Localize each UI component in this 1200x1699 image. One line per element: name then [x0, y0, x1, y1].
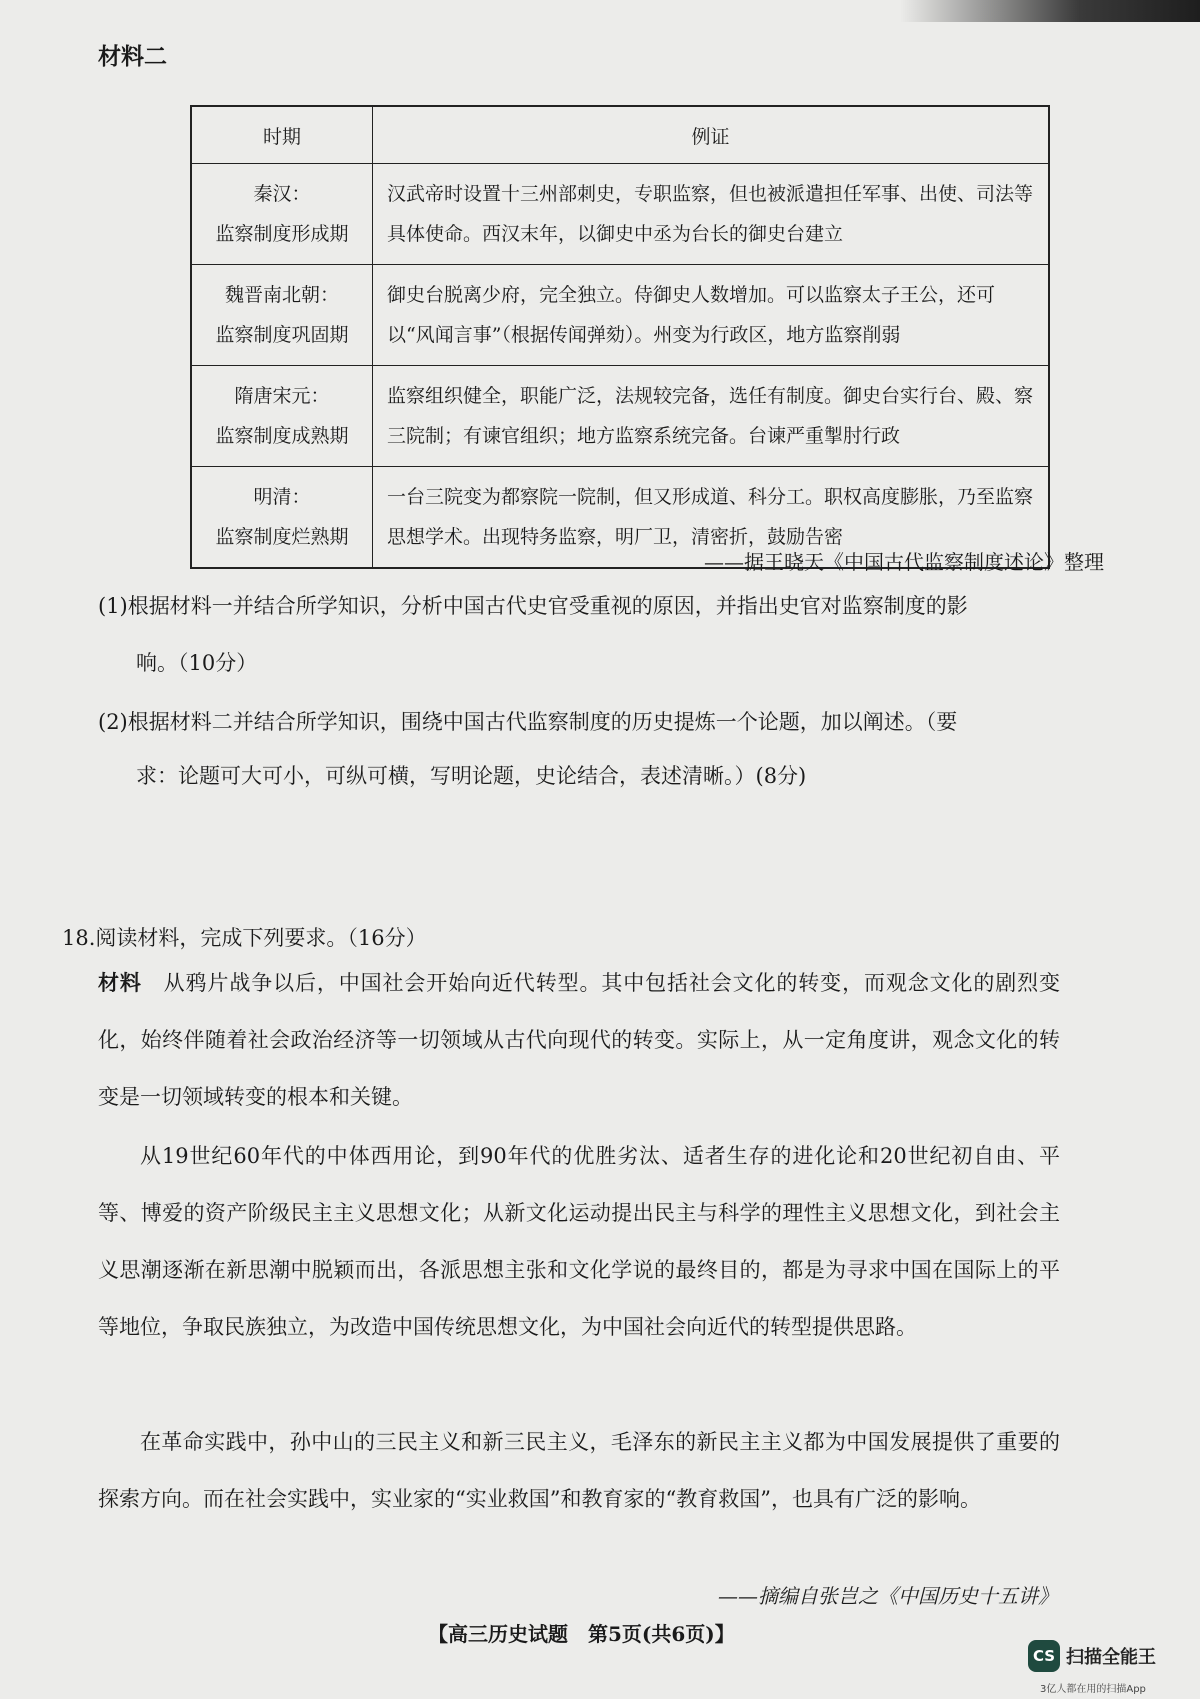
column-header-example: 例证: [373, 106, 1050, 164]
period-name: 魏晋南北朝：: [224, 284, 339, 306]
material-paragraph-1: [98, 954, 1060, 1126]
period-cell: [191, 265, 373, 366]
period-name: 隋唐宋元：: [234, 385, 330, 407]
period-name: 明清：: [253, 486, 311, 508]
example-cell: 一台三院变为都察院一院制，但又形成道、科分工。职权高度膨胀，乃至监察思想学术。出现特务监察，明厂卫，清密折，鼓励告密: [373, 467, 1050, 569]
period-name: 秦汉：: [253, 183, 311, 205]
period-cell: [191, 366, 373, 467]
material-label: 材料: [98, 970, 142, 995]
question-2-line-1: (2)根据材料二并结合所学知识，围绕中国古代监察制度的历史提炼一个论题，加以阐述。（要: [98, 710, 958, 734]
scanner-tagline: 3亿人都在用的扫描App: [1040, 1684, 1146, 1695]
period-stage: 监察制度成熟期: [215, 425, 349, 447]
question-1-line-2: 响。（10分）: [136, 651, 258, 675]
period-cell: [191, 467, 373, 569]
period-stage: 监察制度形成期: [215, 223, 349, 245]
supervision-periods-table: [190, 105, 1050, 569]
column-header-period: 时期: [191, 106, 373, 164]
material-paragraph-2: 从19世纪60年代的中体西用论，到90年代的优胜劣汰、适者生存的进化论和20世纪初自由、平等、博爱的资产阶级民主主义思想文化；从新文化运动提出民主与科学的理性主义思想文化，到社会主义思潮逐渐在新思潮中脱颖而出，各派思想主张和文化学说的最终目的，都是为寻求中国在国际上的平等地位，争取民族独立，为改造中国传统思想文化，为中国社会向近代的转型提供思路。: [98, 1144, 1060, 1339]
scanner-app-name: 扫描全能王: [1066, 1647, 1156, 1668]
question-2-line-2: 求：论题可大可小，可纵可横，写明论题，史论结合，表述清晰。）(8分): [136, 764, 807, 788]
period-cell: [191, 164, 373, 265]
question-18-title: 18.阅读材料，完成下列要求。（16分）: [62, 926, 427, 950]
material-paragraph-3: 在革命实践中，孙中山的三民主义和新三民主义，毛泽东的新民主主义都为中国发展提供了重要的探索方向。而在社会实践中，实业家的“实业救国”和教育家的“教育救国”，也具有广泛的影响。: [98, 1430, 1060, 1511]
table-row: [191, 265, 1049, 366]
table-row: [191, 366, 1049, 467]
example-cell: 御史台脱离少府，完全独立。侍御史人数增加。可以监察太子王公，还可以“风闻言事”（根据传闻弹劾）。州变为行政区，地方监察削弱: [373, 265, 1050, 366]
question-1-line-1: (1)根据材料一并结合所学知识，分析中国古代史官受重视的原因，并指出史官对监察制度的影: [98, 594, 968, 618]
page-footer: 【高三历史试题 第5页(共6页)】: [428, 1622, 735, 1646]
table-header-row: [191, 106, 1049, 164]
camscanner-logo-icon: CS: [1028, 1640, 1060, 1672]
table-row: [191, 164, 1049, 265]
scanner-watermark: [1028, 1640, 1156, 1672]
example-cell: 监察组织健全，职能广泛，法规较完备，选任有制度。御史台实行台、殿、察三院制；有谏官组织；地方监察系统完备。台谏严重掣肘行政: [373, 366, 1050, 467]
material-2-citation: ——据王晓天《中国古代监察制度述论》整理: [704, 550, 1104, 574]
material-18-citation: ——摘编自张岂之《中国历史十五讲》: [718, 1584, 1058, 1608]
period-stage: 监察制度烂熟期: [215, 526, 349, 548]
period-stage: 监察制度巩固期: [215, 324, 349, 346]
material-paragraph-1-text: 从鸦片战争以后，中国社会开始向近代转型。其中包括社会文化的转变，而观念文化的剧烈变化，始终伴随着社会政治经济等一切领域从古代向现代的转变。实际上，从一定角度讲，观念文化的转变是一切领域转变的根本和关键。: [98, 971, 1061, 1109]
material-2-heading: 材料二: [98, 43, 167, 70]
example-cell: 汉武帝时设置十三州部刺史，专职监察，但也被派遣担任军事、出使、司法等具体使命。西汉末年，以御史中丞为台长的御史台建立: [373, 164, 1050, 265]
scan-edge-shadow: [900, 0, 1200, 22]
